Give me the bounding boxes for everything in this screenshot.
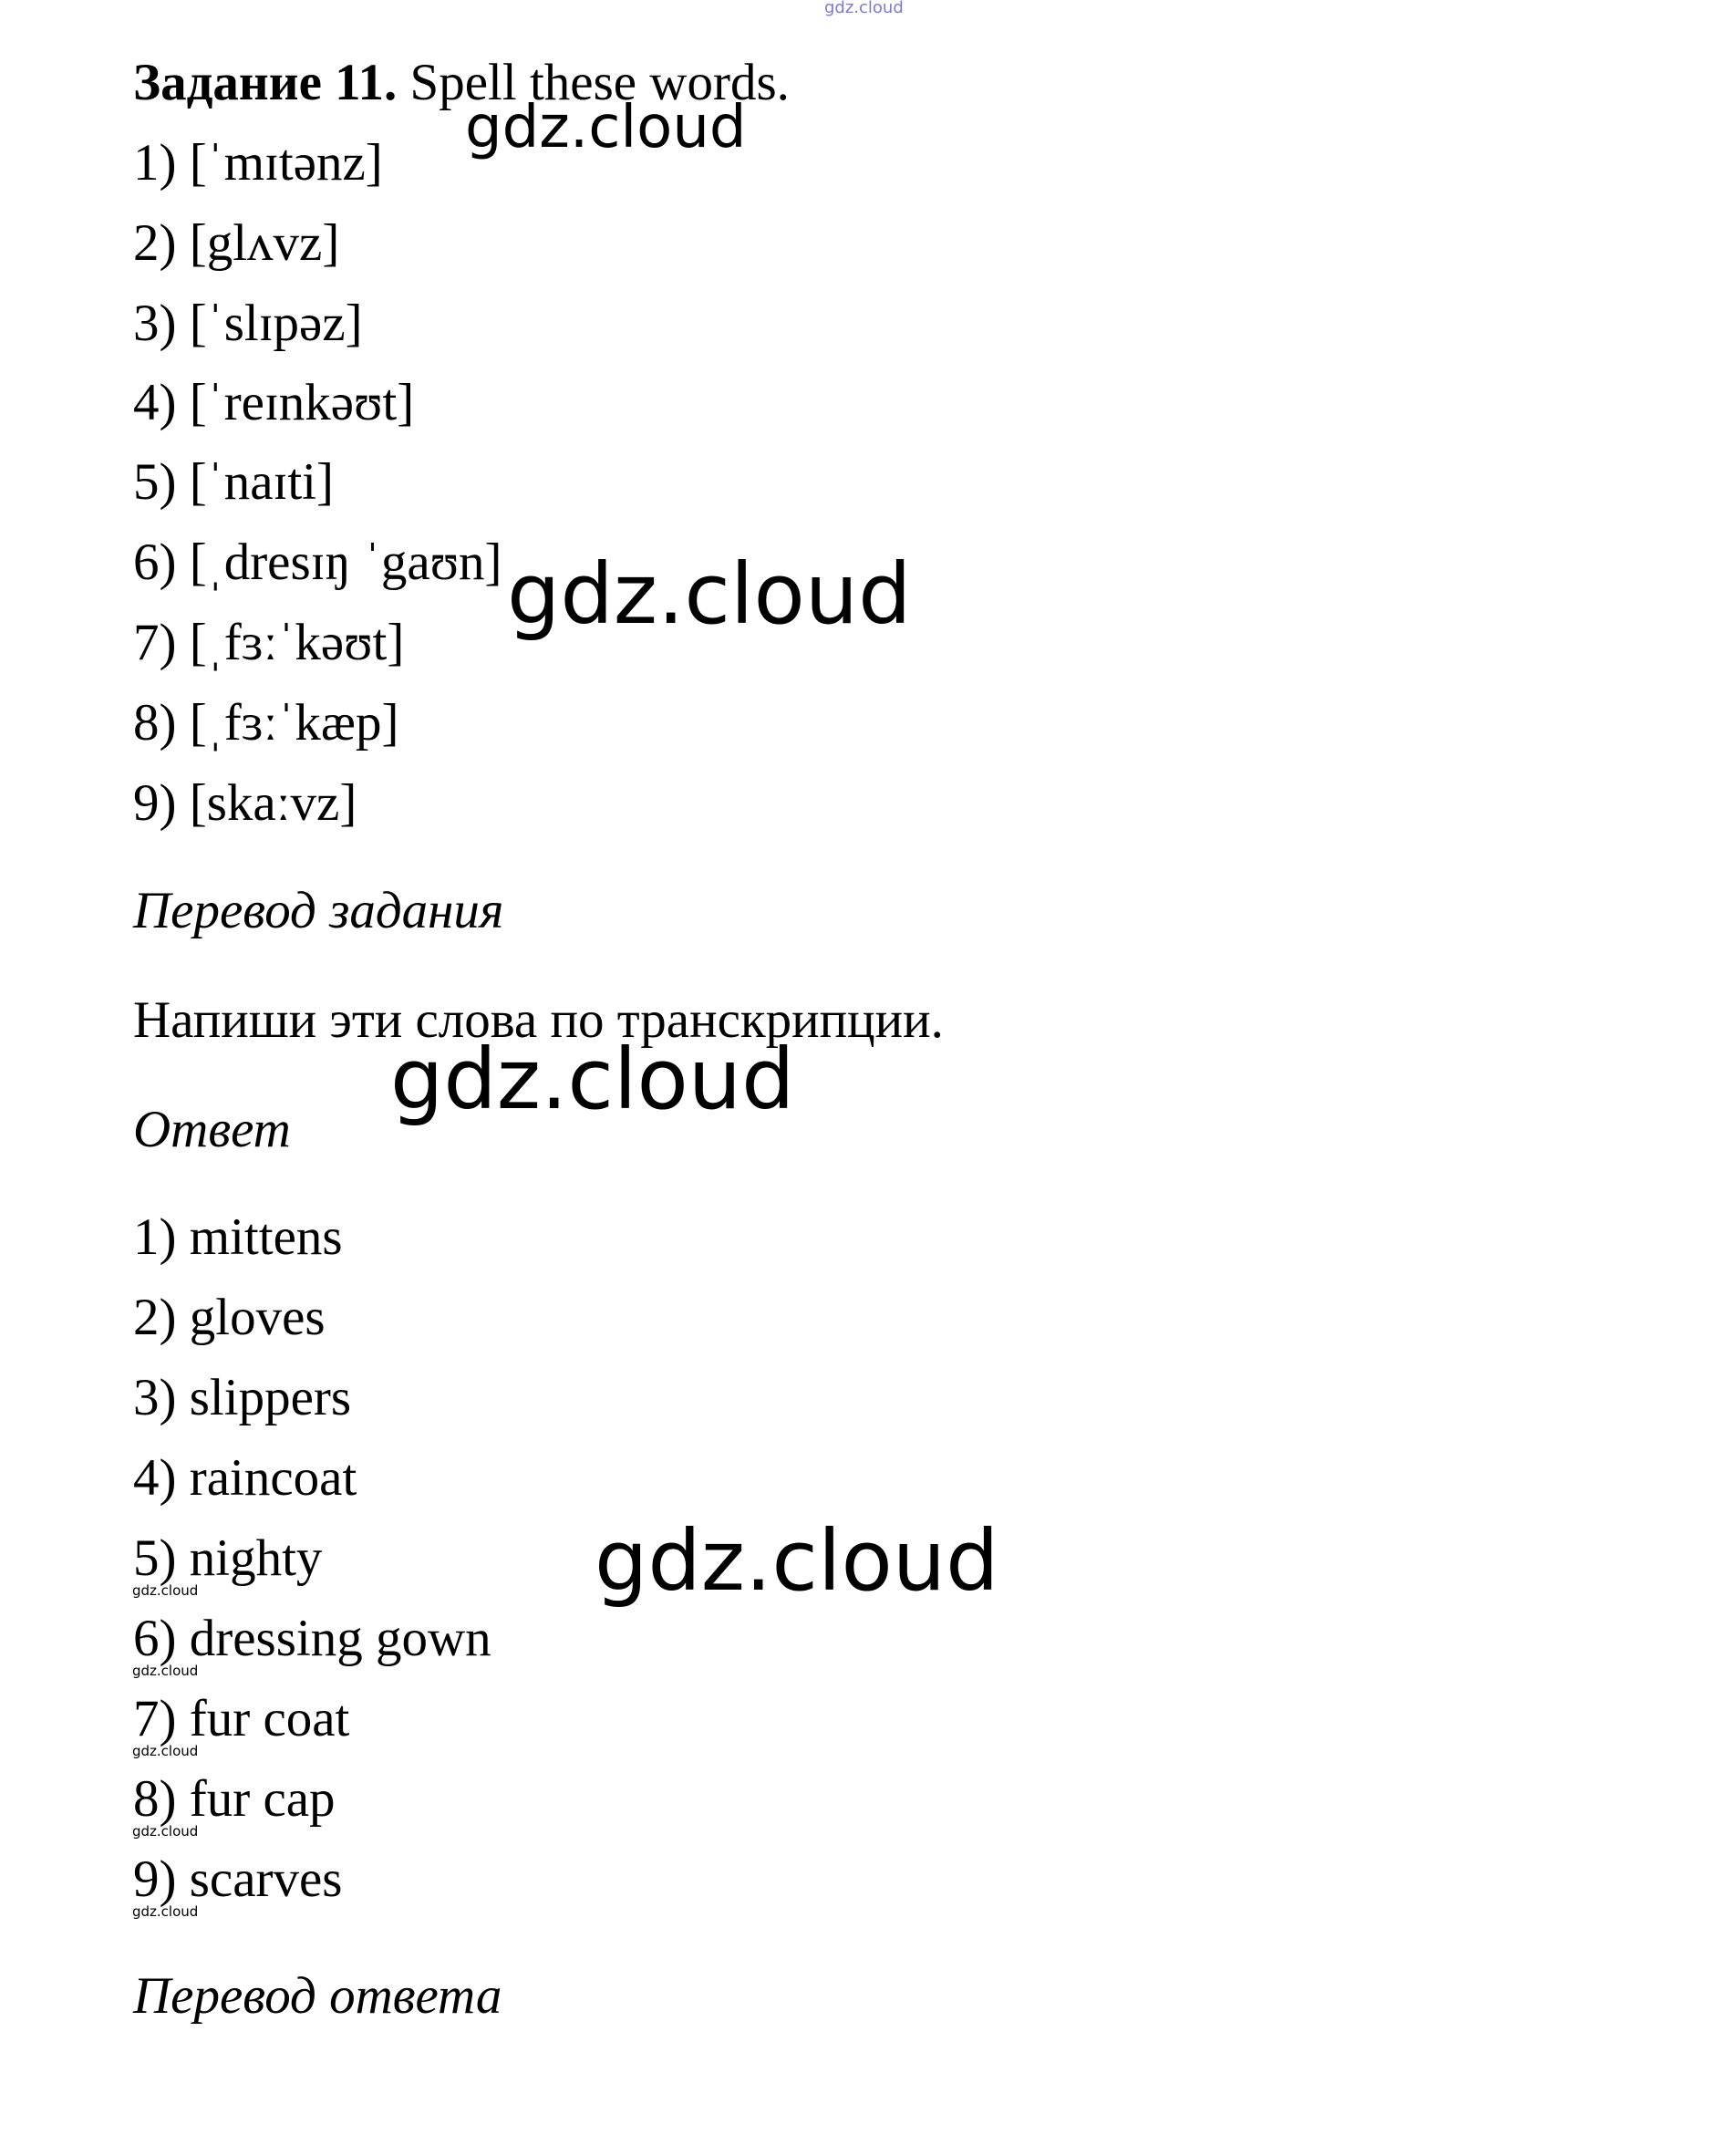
answer-translation-heading: Перевод ответа (133, 1967, 502, 2025)
answer-item: 5) nighty (133, 1529, 323, 1587)
answer-item: 7) fur coat (133, 1690, 350, 1747)
answer-item: 1) mittens (133, 1208, 343, 1266)
watermark-small: gdz.cloud (132, 1663, 199, 1679)
watermark-small: gdz.cloud (132, 1743, 199, 1759)
watermark: gdz.cloud (390, 1031, 795, 1128)
watermark: gdz.cloud (507, 545, 912, 643)
answer-item: 3) slippers (133, 1369, 352, 1426)
task-item: 5) [ˈnaɪti] (133, 453, 334, 511)
watermark-small: gdz.cloud (132, 1903, 199, 1920)
task-instruction: Spell these words. (409, 54, 790, 111)
answer-item: 9) scarves (133, 1850, 343, 1908)
watermark: gdz.cloud (465, 94, 747, 161)
task-item: 7) [ˌfɜːˈkəʊt] (133, 614, 405, 671)
answer-item: 2) gloves (133, 1289, 326, 1346)
task-item: 9) [skaːvz] (133, 774, 357, 832)
answer-item: 4) raincoat (133, 1449, 357, 1507)
translation-heading: Перевод задания (133, 882, 504, 939)
watermark-small: gdz.cloud (132, 1823, 199, 1840)
answer-item: 8) fur cap (133, 1770, 336, 1828)
translation-text: Напиши эти слова по транскрипции. (133, 991, 944, 1049)
task-item: 8) [ˌfɜːˈkæp] (133, 694, 399, 751)
task-item: 1) [ˈmɪtənz] (133, 134, 383, 192)
watermark-top: gdz.cloud (824, 0, 904, 17)
task-item: 4) [ˈreɪnkəʊt] (133, 374, 415, 431)
task-item: 3) [ˈslɪpəz] (133, 295, 363, 352)
watermark-small: gdz.cloud (132, 1582, 199, 1599)
watermark: gdz.cloud (595, 1512, 999, 1610)
task-label: Задание 11. (133, 54, 398, 111)
task-item: 6) [ˌdresɪŋ ˈgaʊn] (133, 534, 502, 591)
answer-item: 6) dressing gown (133, 1610, 491, 1667)
task-item: 2) [glʌvz] (133, 214, 340, 272)
answer-heading: Ответ (133, 1101, 291, 1158)
